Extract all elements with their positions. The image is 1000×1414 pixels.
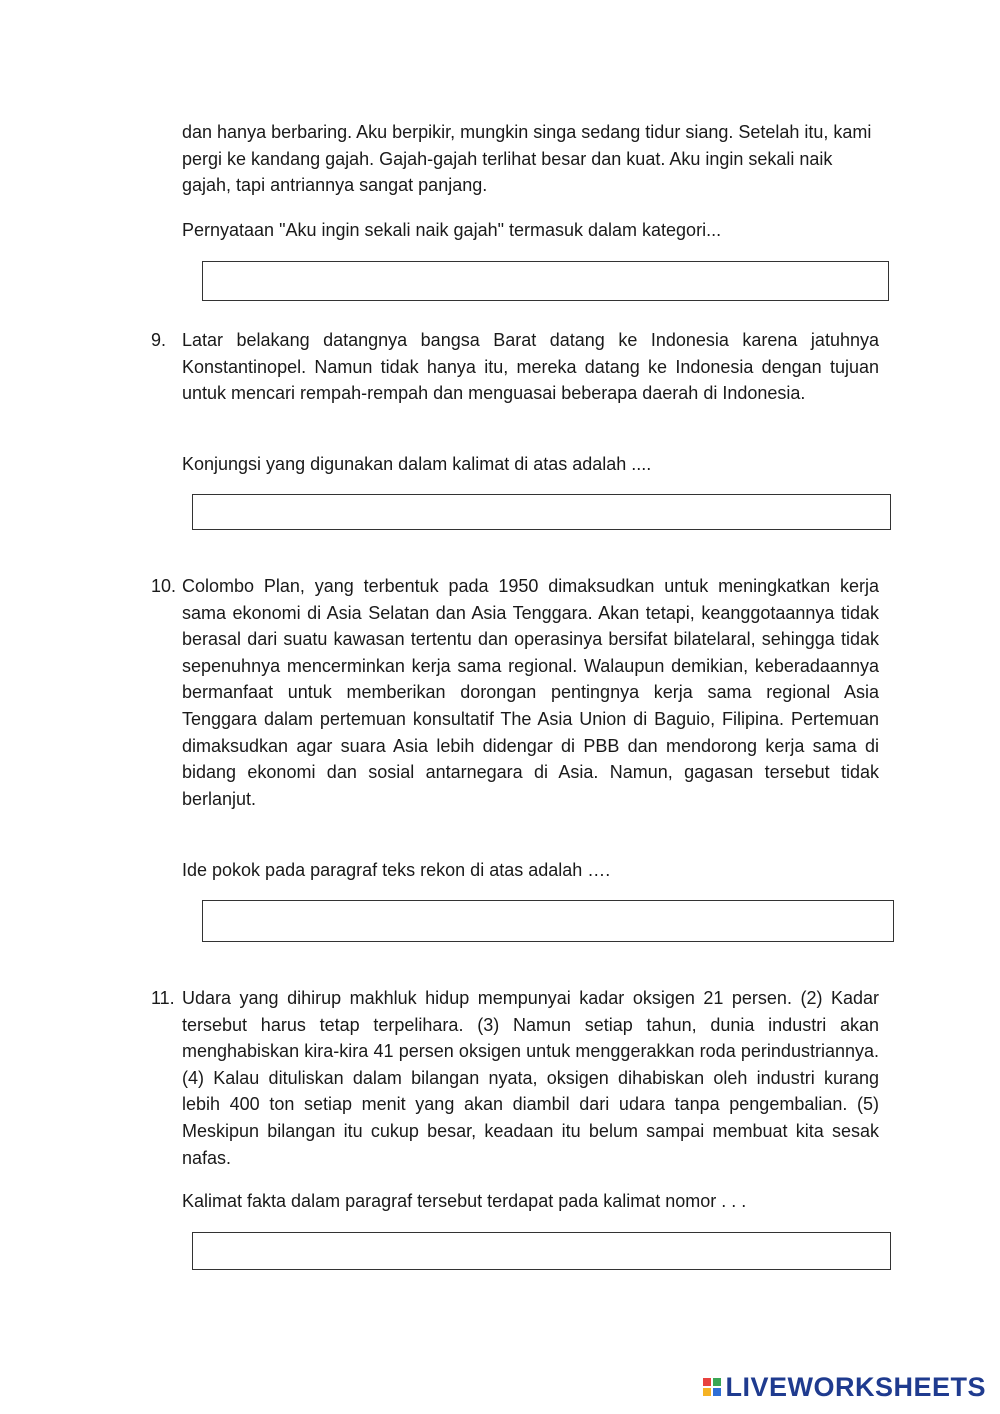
logo-square	[703, 1378, 711, 1386]
logo-square	[703, 1388, 711, 1396]
logo-square	[713, 1378, 721, 1386]
answer-box-11[interactable]	[192, 1232, 891, 1270]
question-number-11: 11.	[151, 988, 175, 1008]
question-prompt-9: Konjungsi yang digunakan dalam kalimat di atas adalah ....	[182, 454, 652, 474]
logo-text: LIVEWORKSHEETS	[725, 1371, 986, 1402]
logo-icon	[703, 1378, 721, 1396]
question-number-9: 9.	[151, 330, 167, 350]
intro-paragraph: dan hanya berbaring. Aku berpikir, mungkin singa sedang tidur siang. Setelah itu, kami pergi ke kandang gajah. Gajah-gajah terlihat besar dan kuat. Aku ingin sekali naik gajah, tapi antriannya sangat panjang.	[182, 122, 872, 196]
question-text-11: Udara yang dihirup makhluk hidup mempunyai kadar oksigen 21 persen. (2) Kadar tersebut harus tetap terpelihara. (3) Namun setiap tahun, dunia industri akan menghabiskan kira-kira 41 persen oksigen untuk menggerakkan roda perindustriannya. (4) Kalau dituliskan dalam bilangan nyata, oksigen dihabiskan oleh industri kurang lebih 400 ton setiap menit yang akan diambil dari udara tanpa pengembalian. (5) Meskipun bilangan itu cukup besar, keadaan itu belum sampai membuat kita sesak nafas.	[182, 988, 879, 1168]
question-text-9: Latar belakang datangnya bangsa Barat datang ke Indonesia karena jatuhnya Konstantinopel. Namun tidak hanya itu, mereka datang ke Indonesia dengan tujuan untuk mencari rempah-rempah dan menguasai beberapa daerah di Indonesia.	[182, 330, 879, 404]
question-prompt-10: Ide pokok pada paragraf teks rekon di atas adalah ….	[182, 860, 611, 880]
liveworksheets-logo	[703, 1372, 986, 1402]
answer-box-8[interactable]	[202, 261, 889, 301]
logo-square	[713, 1388, 721, 1396]
question-prompt-11: Kalimat fakta dalam paragraf tersebut terdapat pada kalimat nomor . . .	[182, 1191, 747, 1211]
answer-box-9[interactable]	[192, 494, 891, 530]
intro-prompt: Pernyataan "Aku ingin sekali naik gajah" termasuk dalam kategori...	[182, 220, 722, 240]
question-text-10: Colombo Plan, yang terbentuk pada 1950 dimaksudkan untuk meningkatkan kerja sama ekonomi di Asia Selatan dan Asia Tenggara. Akan tetapi, keanggotaannya tidak berasal dari suatu kawasan tertentu dan operasinya bersifat bilatelaral, sehingga tidak sepenuhnya mencerminkan kerja sama regional. Walaupun demikian, keberadaannya bermanfaat untuk memberikan dorongan pentingnya kerja sama regional Asia Tenggara dalam pertemuan konsultatif The Asia Union di Baguio, Filipina. Pertemuan dimaksudkan agar suara Asia lebih didengar di PBB dan mendorong kerja sama di bidang ekonomi dan sosial antarnegara di Asia. Namun, gagasan tersebut tidak berlanjut.	[182, 576, 879, 809]
question-number-10: 10.	[151, 576, 177, 596]
answer-box-10[interactable]	[202, 900, 894, 942]
